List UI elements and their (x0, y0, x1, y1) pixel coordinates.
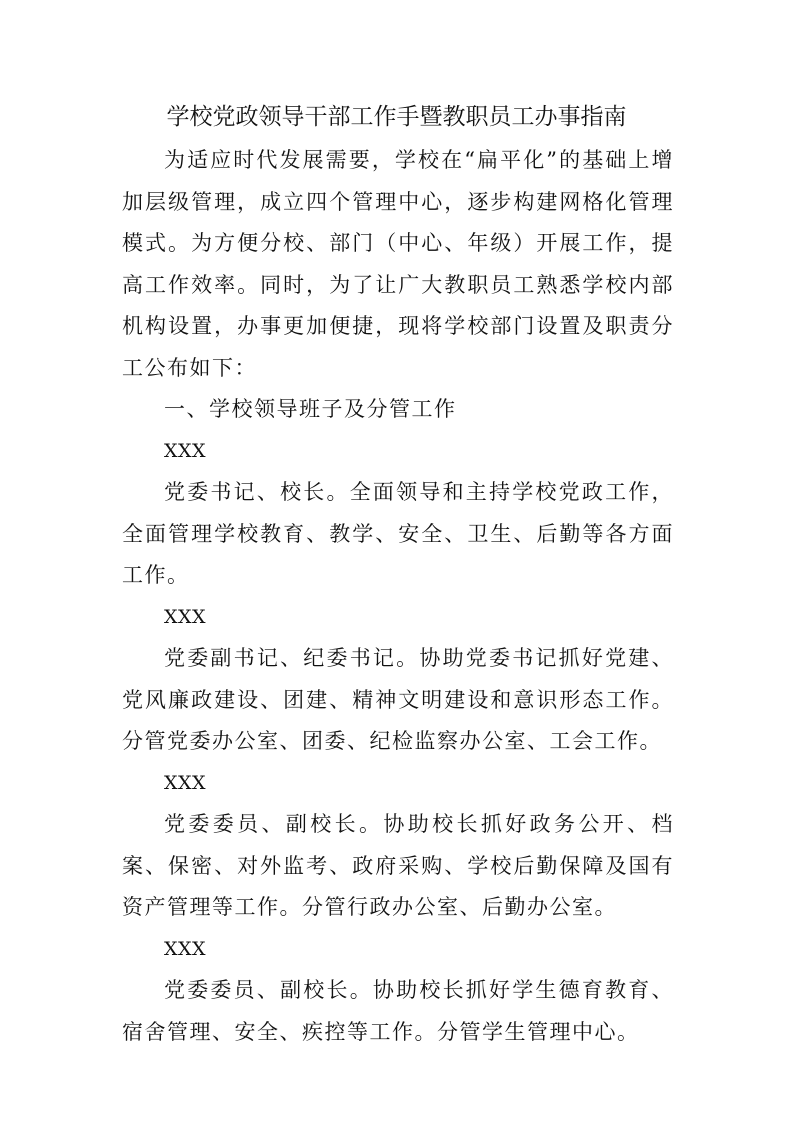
leader-name-4: XXX (164, 937, 207, 960)
document-body (122, 140, 674, 1053)
leader-duty-3: 党委委员、副校长。协助校长抓好政务公开、档案、保密、对外监考、政府采购、学校后勤保障及国有资产管理等工作。分管行政办公室、后勤办公室。 (122, 812, 674, 919)
section-heading: 一、学校领导班子及分管工作 (164, 397, 457, 421)
leader-duty-4: 党委委员、副校长。协助校长抓好学生德育教育、宿舍管理、安全、疾控等工作。分管学生管理中心。 (122, 978, 674, 1044)
leader-name-1: XXX (164, 439, 207, 462)
leader-name-2: XXX (164, 605, 207, 628)
leader-name-3: XXX (164, 771, 207, 794)
intro-paragraph: 为适应时代发展需要，学校在“扁平化”的基础上增加层级管理，成立四个管理中心，逐步构建网格化管理模式。为方便分校、部门（中心、年级）开展工作，提高工作效率。同时，为了让广大教职员工熟悉学校内部机构设置，办事更加便捷，现将学校部门设置及职责分工公布如下： (122, 148, 674, 380)
leader-duty-1: 党委书记、校长。全面领导和主持学校党政工作，全面管理学校教育、教学、安全、卫生、后勤等各方面工作。 (122, 480, 674, 587)
leader-duty-2: 党委副书记、纪委书记。协助党委书记抓好党建、党风廉政建设、团建、精神文明建设和意识形态工作。分管党委办公室、团委、纪检监察办公室、工会工作。 (122, 646, 674, 753)
document-title: 学校党政领导干部工作手暨教职员工办事指南 (166, 104, 627, 130)
